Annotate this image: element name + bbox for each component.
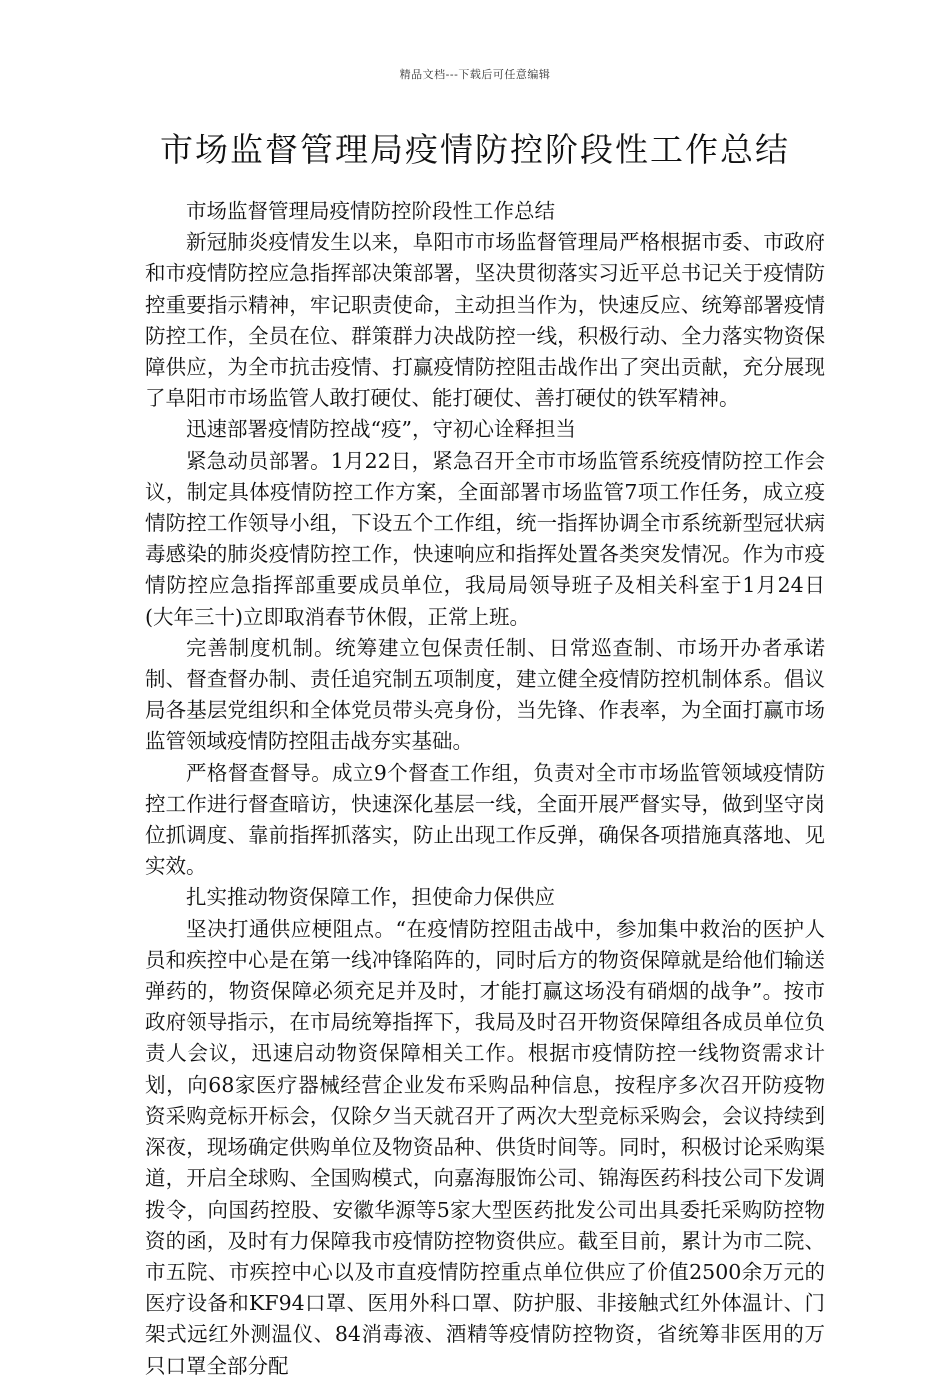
header-note: 精品文档---下载后可任意编辑	[399, 68, 551, 81]
section-heading-supplies: 扎实推动物资保障工作，担使命力保供应	[186, 885, 555, 910]
body-paragraph-mechanism: 完善制度机制。统筹建立包保责任制、日常巡查制、市场开办者承诺制、督查督办制、责任追究制五项制度，建立健全疫情防控机制体系。倡议局各基层党组织和全体党员带头亮身份，当先锋、作表率，为全面打赢市场监管领域疫情防控阻击战夯实基础。	[145, 635, 825, 754]
document-body	[145, 196, 825, 1382]
body-paragraph-subtitle: 市场监督管理局疫情防控阶段性工作总结	[186, 199, 555, 223]
body-paragraph-supply-chain: 坚决打通供应梗阻点。“在疫情防控阻击战中，参加集中救治的医护人员和疾控中心是在第一线冲锋陷阵的，同时后方的物资保障就是给他们输送弹药的，物资保障必须充足并及时，才能打赢这场没有硝烟的战争”。按市政府领导指示，在市局统筹指挥下，我局及时召开物资保障组各成员单位负责人会议，迅速启动物资保障相关工作。根据市疫情防控一线物资需求计划，向68家医疗器械经营企业发布采购品种信息，按程序多次召开防疫物资采购竞标开标会，仅除夕当天就召开了两次大型竞标采购会，会议持续到深夜，现场确定供购单位及物资品种、供货时间等。同时，积极讨论采购渠道，开启全球购、全国购模式，向嘉海服饰公司、锦海医药科技公司下发调拨令，向国药控股、安徽华源等5家大型医药批发公司出具委托采购防控物资的函，及时有力保障我市疫情防控物资供应。截至目前，累计为市二院、市五院、市疾控中心以及市直疫情防控重点单位供应了价值2500余万元的医疗设备和KF94口罩、医用外科口罩、防护服、非接触式红外体温计、门架式远红外测温仪、84消毒液、酒精等疫情防控物资，省统筹非医用的万只口罩全部分配	[145, 916, 825, 1378]
body-paragraph-mobilization: 紧急动员部署。1月22日，紧急召开全市市场监管系统疫情防控工作会议，制定具体疫情防控工作方案，全面部署市场监管7项工作任务，成立疫情防控工作领导小组，下设五个工作组，统一指挥协调全市系统新型冠状病毒感染的肺炎疫情防控工作，快速响应和指挥处置各类突发情况。作为市疫情防控应急指挥部重要成员单位，我局局领导班子及相关科室于1月24日(大年三十)立即取消春节休假，正常上班。	[145, 448, 825, 629]
document-title: 市场监督管理局疫情防控阶段性工作总结	[160, 130, 790, 169]
body-paragraph-supervision: 严格督查督导。成立9个督查工作组，负责对全市市场监管领域疫情防控工作进行督查暗访，快速深化基层一线，全面开展严督实导，做到坚守岗位抓调度、靠前指挥抓落实，防止出现工作反弹，确保各项措施真落地、见实效。	[145, 760, 825, 879]
body-paragraph-intro: 新冠肺炎疫情发生以来，阜阳市市场监督管理局严格根据市委、市政府和市疫情防控应急指挥部决策部署，坚决贯彻落实习近平总书记关于疫情防控重要指示精神，牢记职责使命，主动担当作为，快速反应、统筹部署疫情防控工作，全员在位、群策群力决战防控一线，积极行动、全力落实物资保障供应，为全市抗击疫情、打赢疫情防控阻击战作出了突出贡献，充分展现了阜阳市市场监管人敢打硬仗、能打硬仗、善打硬仗的铁军精神。	[145, 230, 825, 411]
section-heading-deployment: 迅速部署疫情防控战“疫”，守初心诠释担当	[186, 417, 576, 442]
